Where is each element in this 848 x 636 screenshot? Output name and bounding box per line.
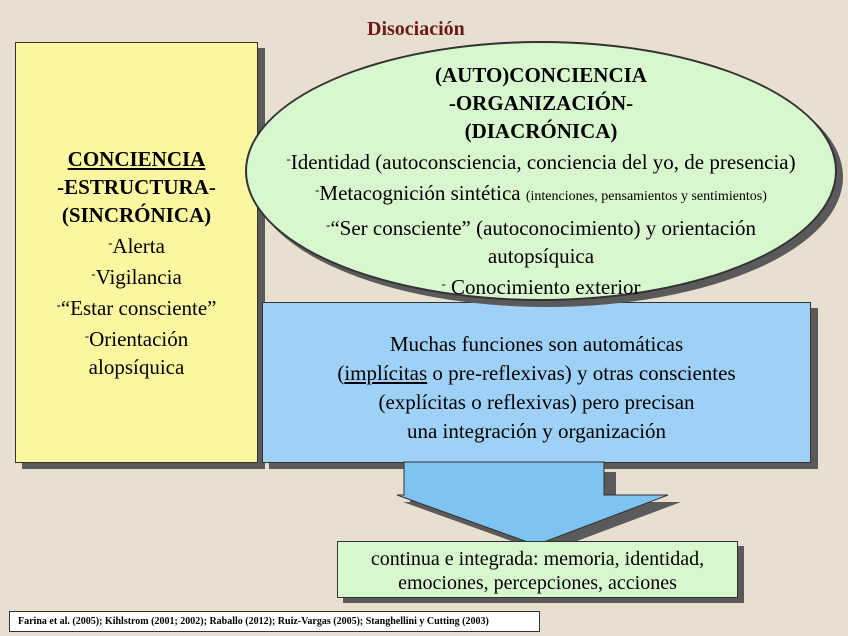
blue-box-line4: una integración y organización [406, 419, 667, 443]
slide-title: Disociación [367, 18, 465, 40]
bottom-box-line2: emociones, percepciones, acciones [398, 572, 677, 594]
left-box-qualifier: (SINCRÓNICA) [61, 203, 212, 227]
left-box-item: -Alerta [108, 234, 165, 258]
blue-box-line3: (explícitas o reflexivas) pero precisan [378, 390, 695, 414]
ellipse-subheading: -ORGANIZACIÓN- [448, 91, 634, 115]
ellipse-line: -Identidad (autoconsciencia, conciencia del yo, de presencia) [286, 150, 796, 174]
left-box-item: -“Estar consciente” [56, 296, 217, 320]
ellipse-qualifier: (DIACRÓNICA) [464, 119, 618, 143]
ellipse-line: -“Ser consciente” (autoconocimiento) y orientación [325, 216, 756, 240]
blue-box-line1: Muchas funciones son automáticas [389, 332, 684, 356]
left-box-subheading: -ESTRUCTURA- [57, 175, 216, 199]
blue-box-line2: (implícitas o pre-reflexivas) y otras conscientes [337, 361, 736, 385]
ellipse-line: autopsíquica [487, 244, 595, 268]
left-box-item: -Orientación [84, 327, 189, 351]
bullet-mark: - [56, 297, 61, 312]
left-box-item: alopsíquica [88, 355, 185, 379]
autoconciencia-ellipse [245, 41, 837, 301]
bottom-box-line1: continua e integrada: memoria, identidad, [370, 548, 705, 570]
ellipse-line: - Conocimiento exterior [441, 275, 641, 299]
left-box-item: -Vigilancia [91, 265, 182, 289]
ellipse-heading: (AUTO)CONCIENCIA [435, 63, 647, 87]
references-footer: Farina et al. (2005); Kihlstrom (2001; 2002); Raballo (2012); Ruiz-Vargas (2005); Stanghellini y Cutting (2003) [9, 611, 540, 632]
left-box-heading: CONCIENCIA [67, 147, 206, 171]
bullet-mark: - [91, 266, 96, 281]
integrada-box [337, 541, 738, 598]
ellipse-line: -Metacognición sintética (intenciones, pensamientos y sentimientos) [315, 181, 767, 205]
bullet-mark: - [108, 235, 113, 250]
bullet-mark: - [84, 328, 90, 343]
